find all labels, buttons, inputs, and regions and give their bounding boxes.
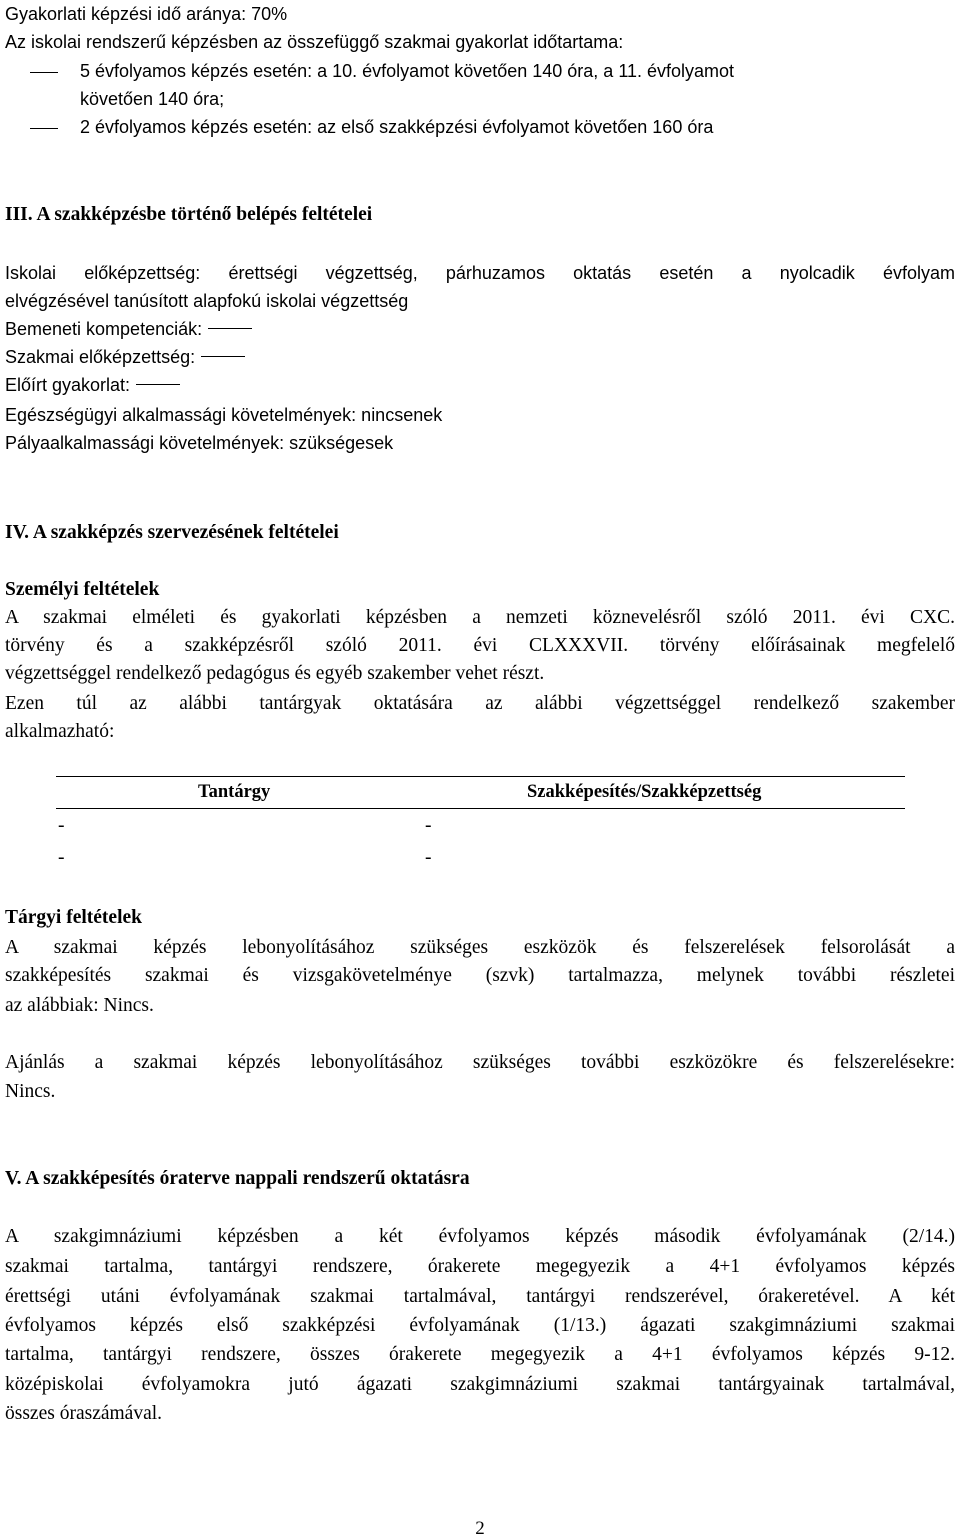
bullet-dash-icon bbox=[30, 128, 58, 129]
additional-staff-line2: alkalmazható: bbox=[5, 721, 115, 742]
table-cell-qualification: - bbox=[425, 815, 432, 836]
recommendation-line1: Ajánlás a szakmai képzés lebonyolításához szükséges további eszközökre és felszerelésekre: bbox=[5, 1052, 955, 1073]
personnel-line1: A szakmai elméleti és gyakorlati képzésben a nemzeti köznevelésről szóló 2011. évi CXC. bbox=[5, 607, 955, 628]
entry-competences bbox=[5, 317, 252, 341]
page-number: 2 bbox=[475, 1518, 485, 1539]
personnel-line3: végzettséggel rendelkező pedagógus és egyéb szakember vehet részt. bbox=[5, 663, 545, 684]
table-header-rule bbox=[56, 808, 905, 809]
table-cell-subject: - bbox=[58, 847, 65, 868]
material-heading: Tárgyi feltételek bbox=[5, 907, 142, 928]
additional-staff-line1: Ezen túl az alábbi tantárgyak oktatására az alábbi végzettséggel rendelkező szakember bbox=[5, 693, 955, 714]
professional-prerequisite-label: Szakmai előképzettség: bbox=[5, 347, 196, 367]
curriculum-line7: összes óraszámával. bbox=[5, 1403, 163, 1424]
table-header-subject: Tantárgy bbox=[198, 782, 271, 802]
none-dash-icon bbox=[201, 356, 245, 357]
material-line2: szakképesítés szakmai és vizsgakövetelménye (szvk) tartalmazza, melynek további részletei bbox=[5, 965, 955, 986]
career-requirements: Pályaalkalmassági követelmények: szükségesek bbox=[5, 433, 394, 453]
section-5-heading: V. A szakképesítés óraterve nappali rendszerű oktatásra bbox=[5, 1168, 470, 1189]
table-header-qualification: Szakképesítés/Szakképzettség bbox=[527, 782, 762, 802]
curriculum-line6: középiskolai évfolyamokra jutó ágazati szakgimnáziumi szakmai tantárgyainak tartalmával, bbox=[5, 1374, 955, 1395]
section-4-heading: IV. A szakképzés szervezésének feltételei bbox=[5, 522, 339, 543]
material-line3: az alábbiak: Nincs. bbox=[5, 995, 154, 1016]
table-cell-subject: - bbox=[58, 815, 65, 836]
none-dash-icon bbox=[136, 384, 180, 385]
health-requirements: Egészségügyi alkalmassági követelmények: nincsenek bbox=[5, 405, 443, 425]
curriculum-line1: A szakgimnáziumi képzésben a két évfolyamos képzés második évfolyamának (2/14.) bbox=[5, 1226, 955, 1247]
bullet-5-year-line1: 5 évfolyamos képzés esetén: a 10. évfolyamot követően 140 óra, a 11. évfolyamot bbox=[80, 61, 735, 81]
bullet-5-year-line2: követően 140 óra; bbox=[80, 89, 225, 109]
table-cell-qualification: - bbox=[425, 847, 432, 868]
bullet-dash-icon bbox=[30, 72, 58, 73]
bullet-2-year: 2 évfolyamos képzés esetén: az első szakképzési évfolyamot követően 160 óra bbox=[80, 117, 714, 137]
entry-prerequisite-line1: Iskolai előképzettség: érettségi végzettség, párhuzamos oktatás esetén a nyolcadik évfolyam bbox=[5, 263, 955, 283]
curriculum-line5: tartalma, tantárgyi rendszere, összes órakerete megegyezik a 4+1 évfolyamos képzés 9-12. bbox=[5, 1344, 955, 1365]
none-dash-icon bbox=[208, 328, 252, 329]
personnel-line2: törvény és a szakképzésről szóló 2011. évi CLXXXVII. törvény előírásainak megfelelő bbox=[5, 635, 955, 656]
curriculum-line3: érettségi utáni évfolyamának szakmai tartalmával, tantárgyi rendszerével, órakeretével. A két bbox=[5, 1286, 955, 1307]
entry-competences-label: Bemeneti kompetenciák: bbox=[5, 319, 203, 339]
entry-prerequisite-line2: elvégzésével tanúsított alapfokú iskolai végzettség bbox=[5, 291, 409, 311]
required-practice bbox=[5, 373, 180, 397]
personnel-heading: Személyi feltételek bbox=[5, 579, 160, 600]
curriculum-line2: szakmai tartalma, tantárgyi rendszere, órakerete megegyezik a 4+1 évfolyamos képzés bbox=[5, 1256, 955, 1277]
professional-prerequisite bbox=[5, 345, 245, 369]
material-line1: A szakmai képzés lebonyolításához szükséges eszközök és felszerelések felsorolását a bbox=[5, 937, 955, 958]
practice-duration-line: Az iskolai rendszerű képzésben az összefüggő szakmai gyakorlat időtartama: bbox=[5, 32, 624, 52]
table-top-rule bbox=[56, 776, 905, 777]
recommendation-line2: Nincs. bbox=[5, 1081, 56, 1102]
section-3-heading: III. A szakképzésbe történő belépés feltételei bbox=[5, 204, 373, 225]
practice-ratio-line: Gyakorlati képzési idő aránya: 70% bbox=[5, 4, 288, 24]
curriculum-line4: évfolyamos képzés első szakképzési évfolyamának (1/13.) ágazati szakgimnáziumi szakmai bbox=[5, 1315, 955, 1336]
required-practice-label: Előírt gyakorlat: bbox=[5, 375, 131, 395]
